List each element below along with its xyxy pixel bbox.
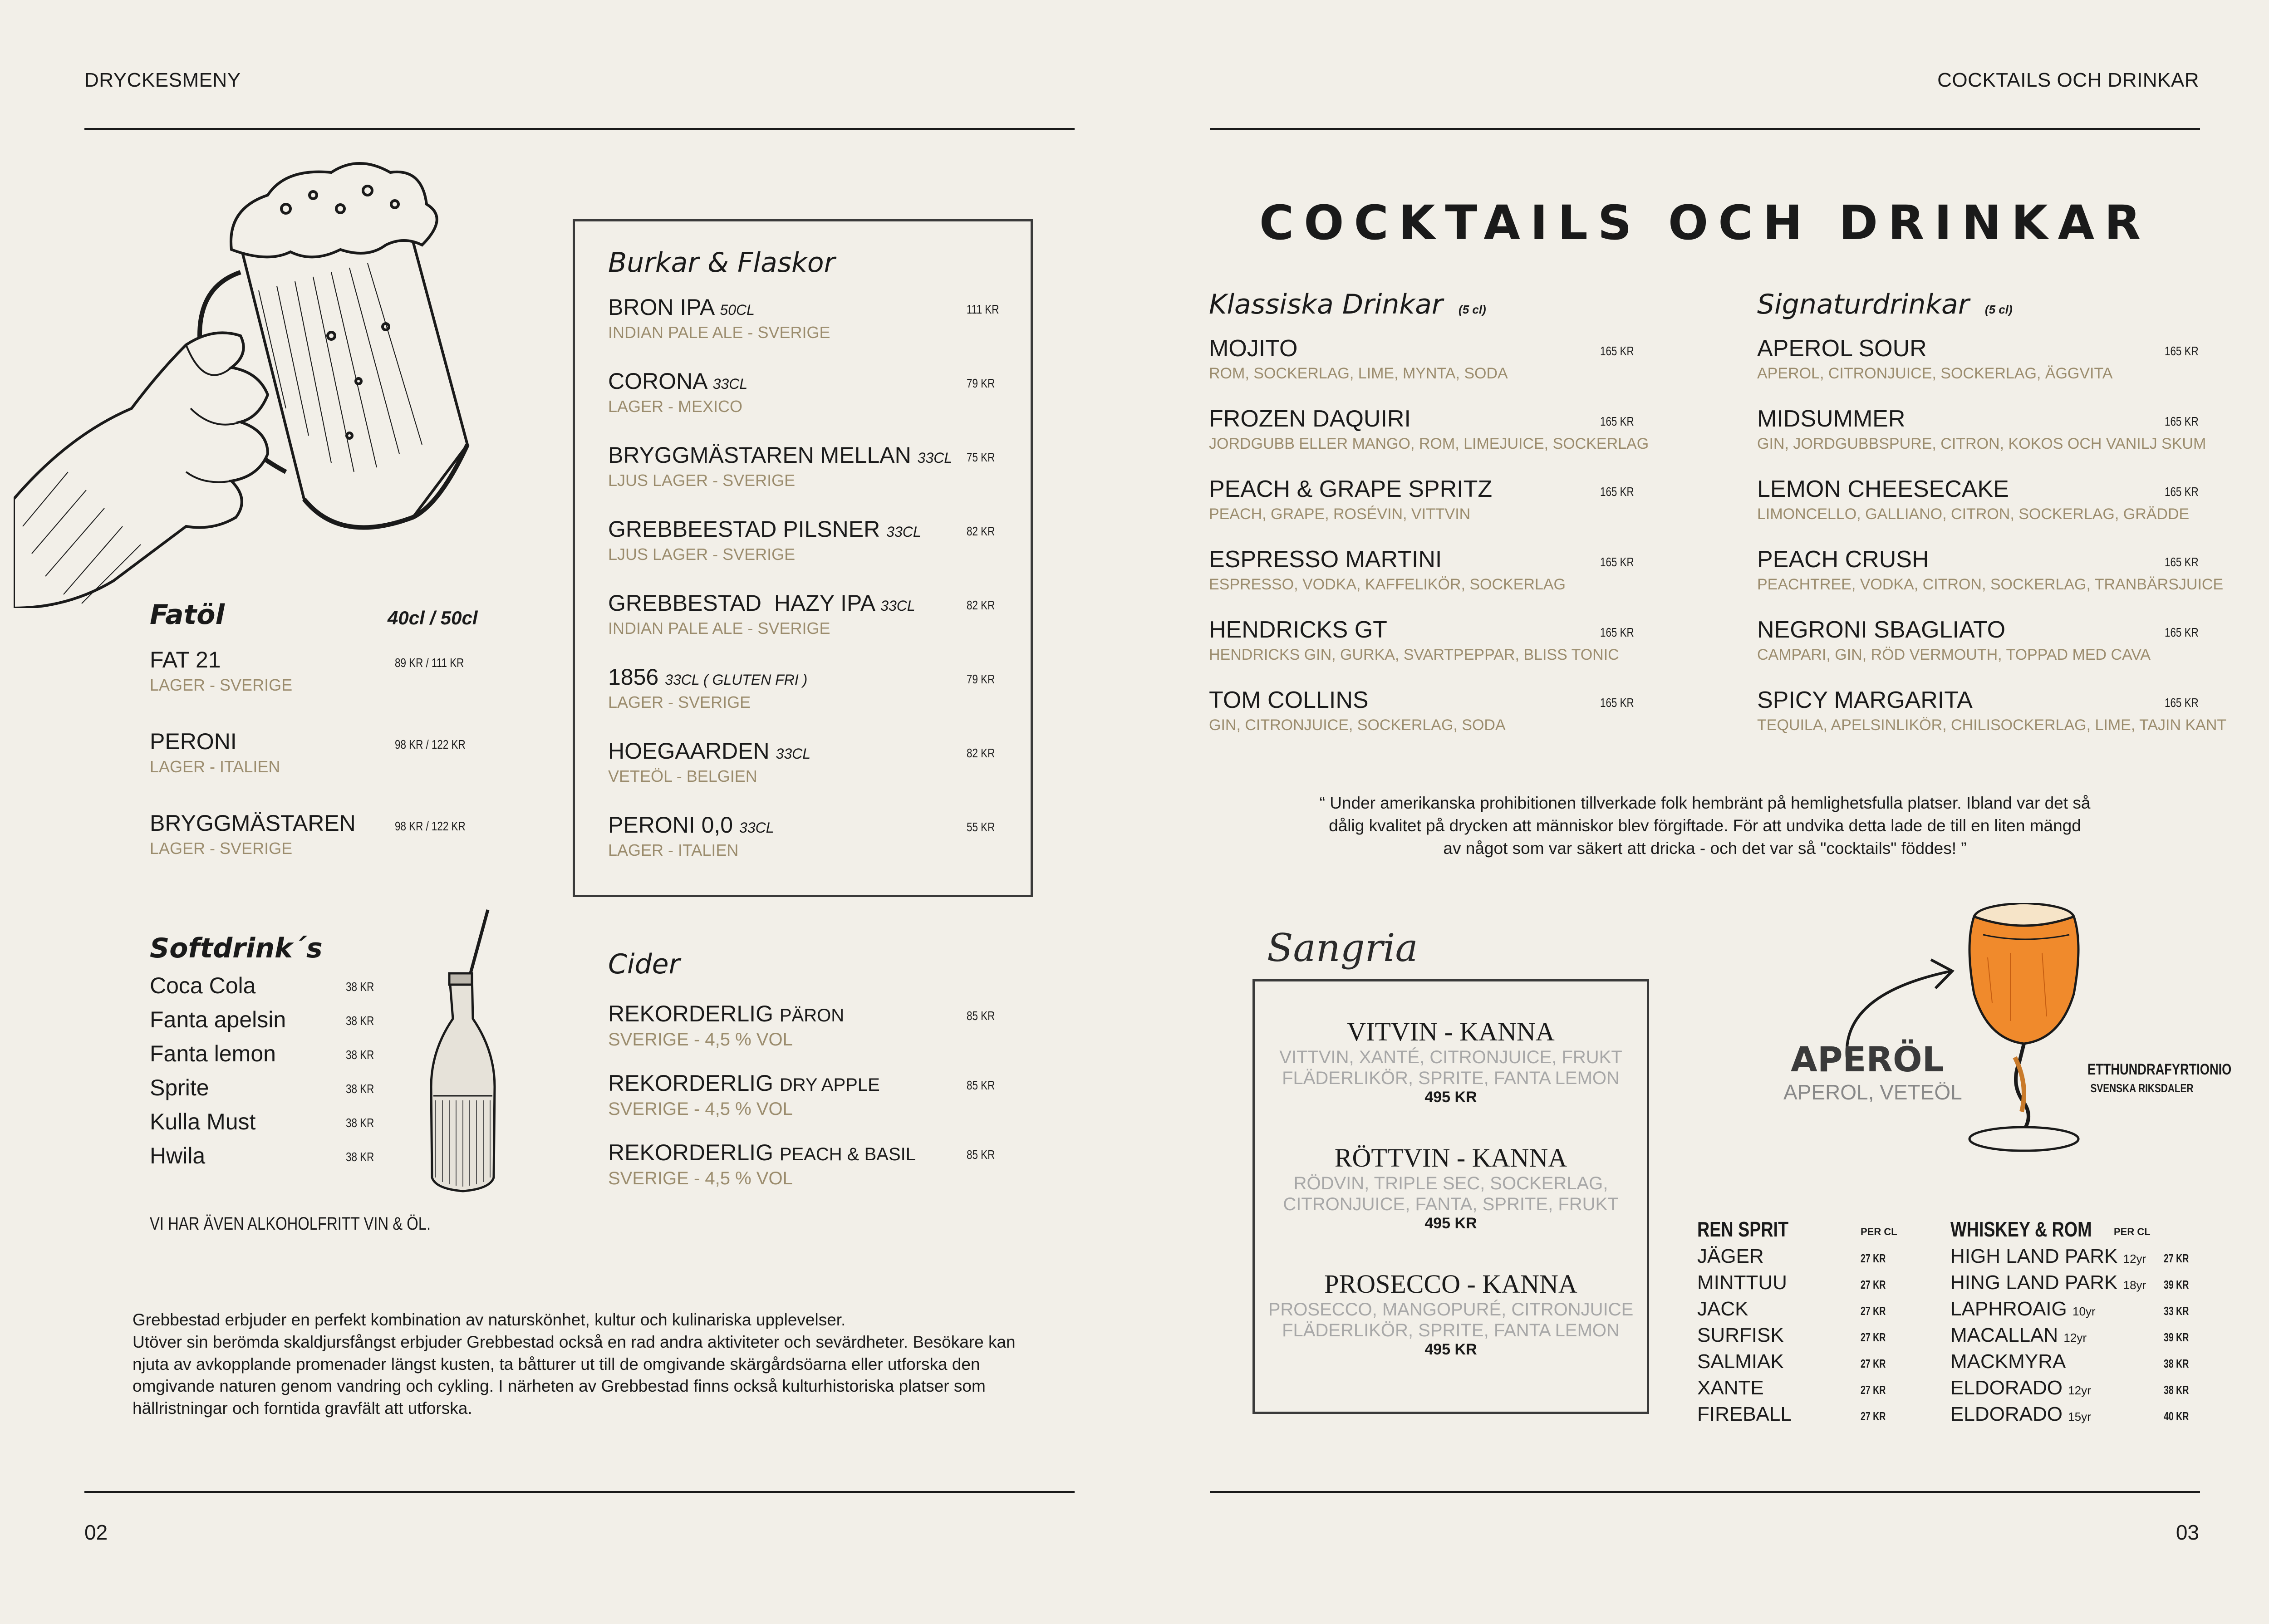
item-name: FAT 21 xyxy=(150,647,221,672)
item-name: MACKMYRA xyxy=(1950,1350,2066,1373)
softdrinks-list xyxy=(150,972,386,1177)
item-name: CORONA 33CL xyxy=(608,368,748,394)
item-name: SALMIAK xyxy=(1697,1350,1784,1373)
item-sub: PROSECCO, MANGOPURÉ, CITRONJUICE xyxy=(1268,1300,1634,1320)
klassiska-list xyxy=(1209,335,1649,757)
item-sub: FLÄDERLIKÖR, SPRITE, FANTA LEMON xyxy=(1282,1068,1620,1088)
ren-sprit-header xyxy=(1697,1217,1897,1241)
whiskey-list xyxy=(1950,1245,2200,1429)
burkar-title: Burkar & Flaskor xyxy=(608,247,835,279)
item-name: VITVIN - KANNA xyxy=(1347,1017,1555,1046)
item-name: Hwila xyxy=(150,1143,206,1168)
item-name: NEGRONI SBAGLIATO xyxy=(1757,617,2006,643)
item-price: 27 KR xyxy=(1861,1330,1886,1344)
item-name: BRON IPA 50CL xyxy=(608,294,755,320)
list-item xyxy=(1757,405,2206,476)
item-price: 82 KR xyxy=(967,524,995,538)
about-line-2: Utöver sin berömda skaldjursfångst erbjuder Grebbestad också en rad andra aktiviteter och sevärdheter. Besökare kan njuta av avkopplande promenader längst kusten, ta båtturer ut till de omgivande skärgårdsöarna eller utforska den omgivande naturen genom vandring och cykling. I närheten av Grebbestad finns också kulturhistoriska platser som hällristningar och forntida gravfält att utforska. xyxy=(133,1332,1016,1418)
item-price: 495 KR xyxy=(1424,1341,1477,1358)
list-item xyxy=(1950,1377,2200,1403)
item-sub: LJUS LAGER - SVERIGE xyxy=(608,545,796,564)
whiskey-title: WHISKEY & ROM xyxy=(1950,1217,2092,1241)
item-name: HING LAND PARK 18yr xyxy=(1950,1271,2146,1294)
klassiska-size: (5 cl) xyxy=(1459,303,1486,316)
alcohol-free-note: VI HAR ÄVEN ALKOHOLFRITT VIN & ÖL. xyxy=(150,1214,431,1234)
item-sub: GIN, JORDGUBBSPURE, CITRON, KOKOS OCH VANILJ SKUM xyxy=(1757,435,2206,452)
quote-line-1: “ Under amerikanska prohibitionen tillverkade folk hembränt på hemlighetsfulla platser. Ibland var det så xyxy=(1319,794,2091,812)
divider-bottom-left xyxy=(84,1491,1075,1493)
item-name: ELDORADO 15yr xyxy=(1950,1403,2091,1425)
item-price: 38 KR xyxy=(346,1048,374,1062)
list-item xyxy=(608,1001,1007,1070)
item-name: HOEGAARDEN 33CL xyxy=(608,738,811,764)
beer-mug-hand-icon xyxy=(14,154,522,608)
item-price: 27 KR xyxy=(1861,1278,1886,1291)
item-price: 38 KR xyxy=(346,980,374,994)
item-name: JÄGER xyxy=(1697,1245,1764,1267)
item-name: HIGH LAND PARK 12yr xyxy=(1950,1245,2146,1267)
item-name: 1856 33CL ( GLUTEN FRI ) xyxy=(608,664,808,690)
list-item xyxy=(1697,1245,1897,1271)
list-item xyxy=(1757,616,2200,687)
list-item xyxy=(1697,1324,1897,1350)
item-name: SURFISK xyxy=(1697,1324,1784,1346)
aperol-sub: APEROL, VETEÖL xyxy=(1783,1080,1962,1104)
list-item xyxy=(1697,1298,1897,1324)
item-name: FIREBALL xyxy=(1697,1403,1792,1425)
item-price: 165 KR xyxy=(1600,555,1634,569)
list-item xyxy=(1697,1350,1897,1377)
list-item xyxy=(1209,335,1645,405)
item-price: 85 KR xyxy=(967,1148,995,1162)
list-item xyxy=(150,810,495,858)
item-name: Fanta lemon xyxy=(150,1041,276,1066)
fatol-sizes: 40cl / 50cl xyxy=(388,607,478,628)
signatur-list xyxy=(1757,335,2227,757)
list-item xyxy=(150,1074,386,1109)
item-sub: INDIAN PALE ALE - SVERIGE xyxy=(608,619,830,638)
sangria-list xyxy=(1255,1016,1647,1395)
item-price: 79 KR xyxy=(967,672,995,686)
item-sub: LAGER - SVERIGE xyxy=(150,676,293,694)
item-sub: FLÄDERLIKÖR, SPRITE, FANTA LEMON xyxy=(1282,1320,1620,1340)
divider-bottom-right xyxy=(1210,1491,2200,1493)
list-item xyxy=(150,1040,386,1074)
item-name: Coca Cola xyxy=(150,973,256,998)
item-price: 165 KR xyxy=(2165,625,2199,639)
signatur-title: Signaturdrinkar xyxy=(1757,289,1969,320)
item-name: REKORDERLIG PÄRON xyxy=(608,1001,845,1026)
list-item xyxy=(1209,546,1645,616)
header-left: DRYCKESMENY xyxy=(84,69,241,91)
item-name: MINTTUU xyxy=(1697,1271,1787,1294)
list-item xyxy=(150,1006,386,1040)
klassiska-title: Klassiska Drinkar xyxy=(1209,289,1443,320)
soda-bottle-icon xyxy=(417,905,508,1196)
list-item xyxy=(1950,1271,2200,1298)
item-sub: CAMPARI, GIN, RÖD VERMOUTH, TOPPAD MED CAVA xyxy=(1757,646,2151,663)
item-name: SPICY MARGARITA xyxy=(1757,687,1973,713)
signatur-size: (5 cl) xyxy=(1984,303,2013,316)
list-item xyxy=(1950,1245,2200,1271)
item-price: 39 KR xyxy=(2164,1278,2189,1291)
fatol-title: Fatöl xyxy=(150,599,225,631)
item-sub: ROM, SOCKERLAG, LIME, MYNTA, SODA xyxy=(1209,365,1508,382)
item-name: GREBBEESTAD PILSNER 33CL xyxy=(608,516,921,542)
cider-list xyxy=(608,1001,1007,1209)
item-sub: RÖDVIN, TRIPLE SEC, SOCKERLAG, xyxy=(1293,1173,1608,1193)
item-price: 165 KR xyxy=(1600,485,1634,499)
sangria-item xyxy=(1255,1016,1647,1143)
divider-top-right xyxy=(1210,128,2200,130)
item-price: 165 KR xyxy=(2165,485,2199,499)
item-sub: SVERIGE - 4,5 % VOL xyxy=(608,1099,793,1119)
divider-top-left xyxy=(84,128,1075,130)
ren-sprit-list xyxy=(1697,1245,1897,1429)
quote-line-2: dålig kvalitet på drycken att människor blev förgiftade. För att undvika detta lade de till en liten mängd xyxy=(1329,816,2081,835)
item-name: APEROL SOUR xyxy=(1757,335,1927,362)
item-name: BRYGGMÄSTAREN xyxy=(150,810,356,836)
item-name: FROZEN DAQUIRI xyxy=(1209,406,1411,432)
item-sub: GIN, CITRONJUICE, SOCKERLAG, SODA xyxy=(1209,716,1506,734)
item-price: 75 KR xyxy=(967,450,995,464)
page-number-right: 03 xyxy=(2176,1521,2199,1544)
item-price: 38 KR xyxy=(2164,1383,2189,1397)
item-name: MACALLAN 12yr xyxy=(1950,1324,2087,1346)
list-item xyxy=(608,294,1007,368)
softdrinks-title: Softdrink´s xyxy=(150,932,323,964)
list-item xyxy=(1950,1403,2200,1429)
item-price: 27 KR xyxy=(2164,1251,2189,1265)
item-price: 33 KR xyxy=(2164,1304,2189,1318)
item-price: 165 KR xyxy=(1600,414,1634,428)
list-item xyxy=(608,1139,1007,1209)
item-price: 39 KR xyxy=(2164,1330,2189,1344)
list-item xyxy=(1950,1298,2200,1324)
item-price: 38 KR xyxy=(346,1150,374,1164)
item-sub: SVERIGE - 4,5 % VOL xyxy=(608,1168,793,1188)
list-item xyxy=(1757,476,2200,546)
item-price: 40 KR xyxy=(2164,1409,2189,1423)
ren-sprit-unit: PER CL xyxy=(1861,1226,1897,1237)
item-price: 38 KR xyxy=(346,1116,374,1130)
item-name: ESPRESSO MARTINI xyxy=(1209,546,1442,573)
item-price: 495 KR xyxy=(1424,1089,1477,1106)
whiskey-header xyxy=(1950,1217,2151,1241)
list-item xyxy=(1757,546,2224,616)
item-sub: CITRONJUICE, FANTA, SPRITE, FRUKT xyxy=(1283,1194,1619,1214)
list-item xyxy=(608,516,1007,590)
item-price: 165 KR xyxy=(2165,696,2199,710)
item-name: PERONI 0,0 33CL xyxy=(608,812,774,838)
item-sub: LAGER - SVERIGE xyxy=(608,693,751,711)
item-sub: VETEÖL - BELGIEN xyxy=(608,767,757,785)
list-item xyxy=(608,664,1007,738)
item-price: 79 KR xyxy=(967,376,995,390)
item-sub: HENDRICKS GIN, GURKA, SVARTPEPPAR, BLISS TONIC xyxy=(1209,646,1619,663)
list-item xyxy=(150,1109,386,1143)
item-sub: LAGER - ITALIEN xyxy=(150,757,280,776)
signatur-title-row xyxy=(1757,289,2013,320)
item-price: 38 KR xyxy=(346,1082,374,1096)
aperol-title: APERÖL xyxy=(1791,1039,1944,1079)
item-price: 27 KR xyxy=(1861,1251,1886,1265)
item-name: TOM COLLINS xyxy=(1209,687,1369,713)
item-sub: APEROL, CITRONJUICE, SOCKERLAG, ÄGGVITA xyxy=(1757,365,2113,382)
aperol-glass-icon xyxy=(1956,903,2092,1157)
item-price: 165 KR xyxy=(2165,414,2199,428)
item-name: Sprite xyxy=(150,1075,209,1100)
item-name: JACK xyxy=(1697,1298,1748,1320)
item-sub: LAGER - ITALIEN xyxy=(608,841,739,859)
list-item xyxy=(1757,335,2200,405)
item-name: GREBBESTAD HAZY IPA 33CL xyxy=(608,590,915,616)
item-price: 111 KR xyxy=(967,302,999,316)
item-price: 38 KR xyxy=(346,1014,374,1028)
item-sub: PEACHTREE, VODKA, CITRON, SOCKERLAG, TRANBÄRSJUICE xyxy=(1757,576,2224,593)
list-item xyxy=(608,1070,1007,1139)
item-name: PEACH & GRAPE SPRITZ xyxy=(1209,476,1493,502)
list-item xyxy=(608,590,1007,664)
item-name: REKORDERLIG DRY APPLE xyxy=(608,1070,880,1096)
item-price: 165 KR xyxy=(2165,344,2199,358)
item-price: 27 KR xyxy=(1861,1357,1886,1370)
item-price: 27 KR xyxy=(1861,1383,1886,1397)
item-price: 98 KR / 122 KR xyxy=(395,819,466,833)
list-item xyxy=(1950,1324,2200,1350)
item-name: LAPHROAIG 10yr xyxy=(1950,1298,2096,1320)
item-name: BRYGGMÄSTAREN MELLAN 33CL xyxy=(608,442,953,468)
page-number-left: 02 xyxy=(84,1521,108,1544)
item-name: LEMON CHEESECAKE xyxy=(1757,476,2009,502)
list-item xyxy=(1209,405,1649,476)
about-text xyxy=(133,1309,1022,1420)
burkar-list xyxy=(608,294,1007,886)
item-price: 27 KR xyxy=(1861,1304,1886,1318)
ren-sprit-title: REN SPRIT xyxy=(1697,1217,1789,1241)
list-item xyxy=(1697,1403,1897,1429)
item-name: RÖTTVIN - KANNA xyxy=(1334,1143,1567,1173)
list-item xyxy=(608,812,1007,886)
item-sub: VITTVIN, XANTÉ, CITRONJUICE, FRUKT xyxy=(1279,1047,1622,1067)
list-item xyxy=(150,728,495,776)
list-item xyxy=(1697,1377,1897,1403)
item-price: 165 KR xyxy=(1600,625,1634,639)
sangria-item xyxy=(1255,1269,1647,1395)
list-item xyxy=(150,972,386,1006)
item-price: 82 KR xyxy=(967,598,995,612)
list-item xyxy=(1757,687,2227,757)
list-item xyxy=(1209,476,1645,546)
page-title: COCKTAILS OCH DRINKAR xyxy=(1259,195,2151,250)
cider-title: Cider xyxy=(608,948,680,980)
item-sub: SVERIGE - 4,5 % VOL xyxy=(608,1030,793,1050)
item-name: PEACH CRUSH xyxy=(1757,546,1929,573)
item-price: 98 KR / 122 KR xyxy=(395,737,466,751)
item-name: MIDSUMMER xyxy=(1757,406,1906,432)
list-item xyxy=(1209,616,1645,687)
item-sub: JORDGUBB ELLER MANGO, ROM, LIMEJUICE, SOCKERLAG xyxy=(1209,435,1649,452)
item-sub: TEQUILA, APELSINLIKÖR, CHILISOCKERLAG, LIME, TAJIN KANT xyxy=(1757,716,2227,734)
item-price: 38 KR xyxy=(2164,1357,2189,1370)
list-item xyxy=(1209,687,1645,757)
item-name: XANTE xyxy=(1697,1377,1764,1399)
quote-line-3: av något som var säkert att dricka - och det var så "cocktails" föddes! ” xyxy=(1443,839,1967,858)
item-price: 165 KR xyxy=(1600,696,1634,710)
item-price: 165 KR xyxy=(1600,344,1634,358)
item-sub: LIMONCELLO, GALLIANO, CITRON, SOCKERLAG, GRÄDDE xyxy=(1757,505,2190,523)
aperol-price-line-1: ETTHUNDRAFYRTIONIO xyxy=(2087,1061,2232,1078)
list-item xyxy=(1697,1271,1897,1298)
item-name: REKORDERLIG PEACH & BASIL xyxy=(608,1140,916,1165)
item-price: 55 KR xyxy=(967,820,995,834)
item-sub: INDIAN PALE ALE - SVERIGE xyxy=(608,323,830,342)
item-name: HENDRICKS GT xyxy=(1209,617,1387,643)
item-price: 165 KR xyxy=(2165,555,2199,569)
list-item xyxy=(608,442,1007,516)
list-item xyxy=(608,368,1007,442)
item-sub: PEACH, GRAPE, ROSÉVIN, VITTVIN xyxy=(1209,505,1471,523)
item-sub: LAGER - SVERIGE xyxy=(150,839,293,858)
whiskey-unit: PER CL xyxy=(2114,1226,2151,1237)
list-item xyxy=(1950,1350,2200,1377)
item-price: 89 KR / 111 KR xyxy=(395,656,464,670)
aperol-price-line-2: SVENSKA RIKSDALER xyxy=(2090,1081,2194,1095)
item-sub: ESPRESSO, VODKA, KAFFELIKÖR, SOCKERLAG xyxy=(1209,576,1566,593)
item-price: 495 KR xyxy=(1424,1215,1477,1232)
item-name: Kulla Must xyxy=(150,1109,256,1134)
item-sub: LAGER - MEXICO xyxy=(608,397,743,416)
list-item xyxy=(150,647,495,695)
header-right: COCKTAILS OCH DRINKAR xyxy=(1937,69,2199,91)
sangria-title: Sangria xyxy=(1262,926,1423,970)
list-item xyxy=(150,1143,386,1177)
item-name: Fanta apelsin xyxy=(150,1007,286,1032)
item-price: 82 KR xyxy=(967,746,995,760)
item-name: ELDORADO 12yr xyxy=(1950,1377,2091,1399)
item-price: 27 KR xyxy=(1861,1409,1886,1423)
item-name: PERONI xyxy=(150,729,237,754)
item-sub: LJUS LAGER - SVERIGE xyxy=(608,471,796,490)
prohibition-quote xyxy=(1210,792,2200,860)
klassiska-title-row xyxy=(1209,289,1486,320)
item-price: 85 KR xyxy=(967,1078,995,1092)
aperol-price xyxy=(2074,1061,2232,1095)
item-name: MOJITO xyxy=(1209,335,1298,362)
about-line-1: Grebbestad erbjuder en perfekt kombination av naturskönhet, kultur och kulinariska upplevelser. xyxy=(133,1310,846,1329)
list-item xyxy=(608,738,1007,812)
item-name: PROSECCO - KANNA xyxy=(1324,1269,1577,1299)
sangria-item xyxy=(1255,1143,1647,1269)
item-price: 85 KR xyxy=(967,1009,995,1023)
